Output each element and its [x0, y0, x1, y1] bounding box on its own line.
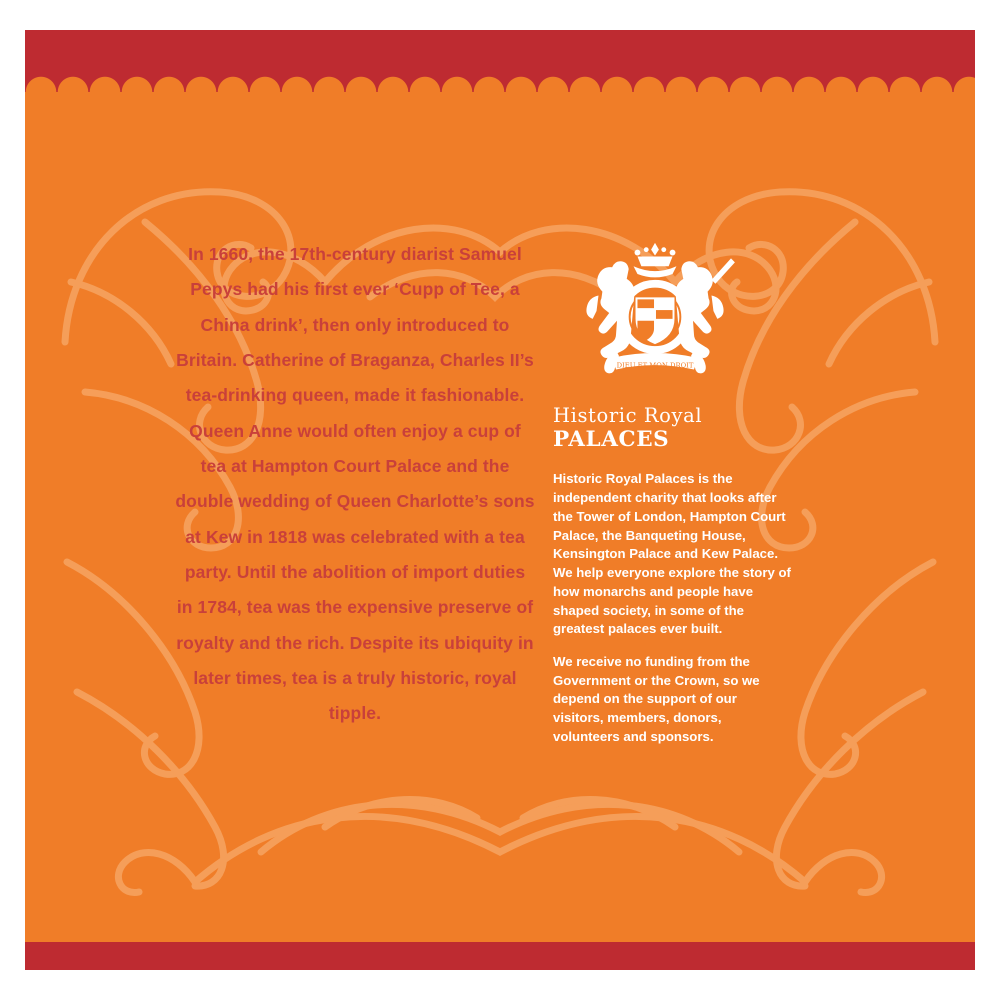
tea-packaging-back-panel [25, 30, 975, 970]
royal-coat-of-arms-icon [557, 237, 753, 389]
about-paragraph-2: We receive no funding from the Government or the Crown, so we depend on the support of our visitors, members, donors, volunteers and sponsors. [553, 653, 760, 744]
story-text: In 1660, the 17th-century diarist Samuel Pepys had his first ever ‘Cupp of Tee, a China drink’, then only introduced to Britain. Catherine of Braganza, Charles II’s tea-drinking queen, made it fashionable. Queen Anne would often enjoy a cup of tea at Hampton Court Palace and the double wedding of Queen Charlotte’s sons at Kew in 1818 was celebrated with a tea party. Until the abolition of import duties in 1784, tea was the expensive preserve of royalty and the rich. Despite its ubiquity in later times, tea is a truly historic, royal tipple. [175, 244, 535, 724]
brand-name [553, 404, 803, 452]
about-paragraph-1: Historic Royal Palaces is the independent charity that looks after the Tower of London, Hampton Court Palace, the Banqueting House, Kensington Palace and Kew Palace. We help everyone explore the story of how monarchs and people have shaped society, in some of the greatest palaces ever built. [553, 471, 791, 637]
panel-content [25, 92, 975, 942]
scalloped-edge-top [25, 70, 975, 92]
svg-text:DIEU ET MON DROIT: DIEU ET MON DROIT [616, 361, 694, 370]
brand-block [553, 237, 803, 747]
brand-name-line1: Historic Royal [553, 404, 703, 427]
brand-name-line2: PALACES [553, 427, 670, 452]
about-charity-text [553, 470, 791, 746]
